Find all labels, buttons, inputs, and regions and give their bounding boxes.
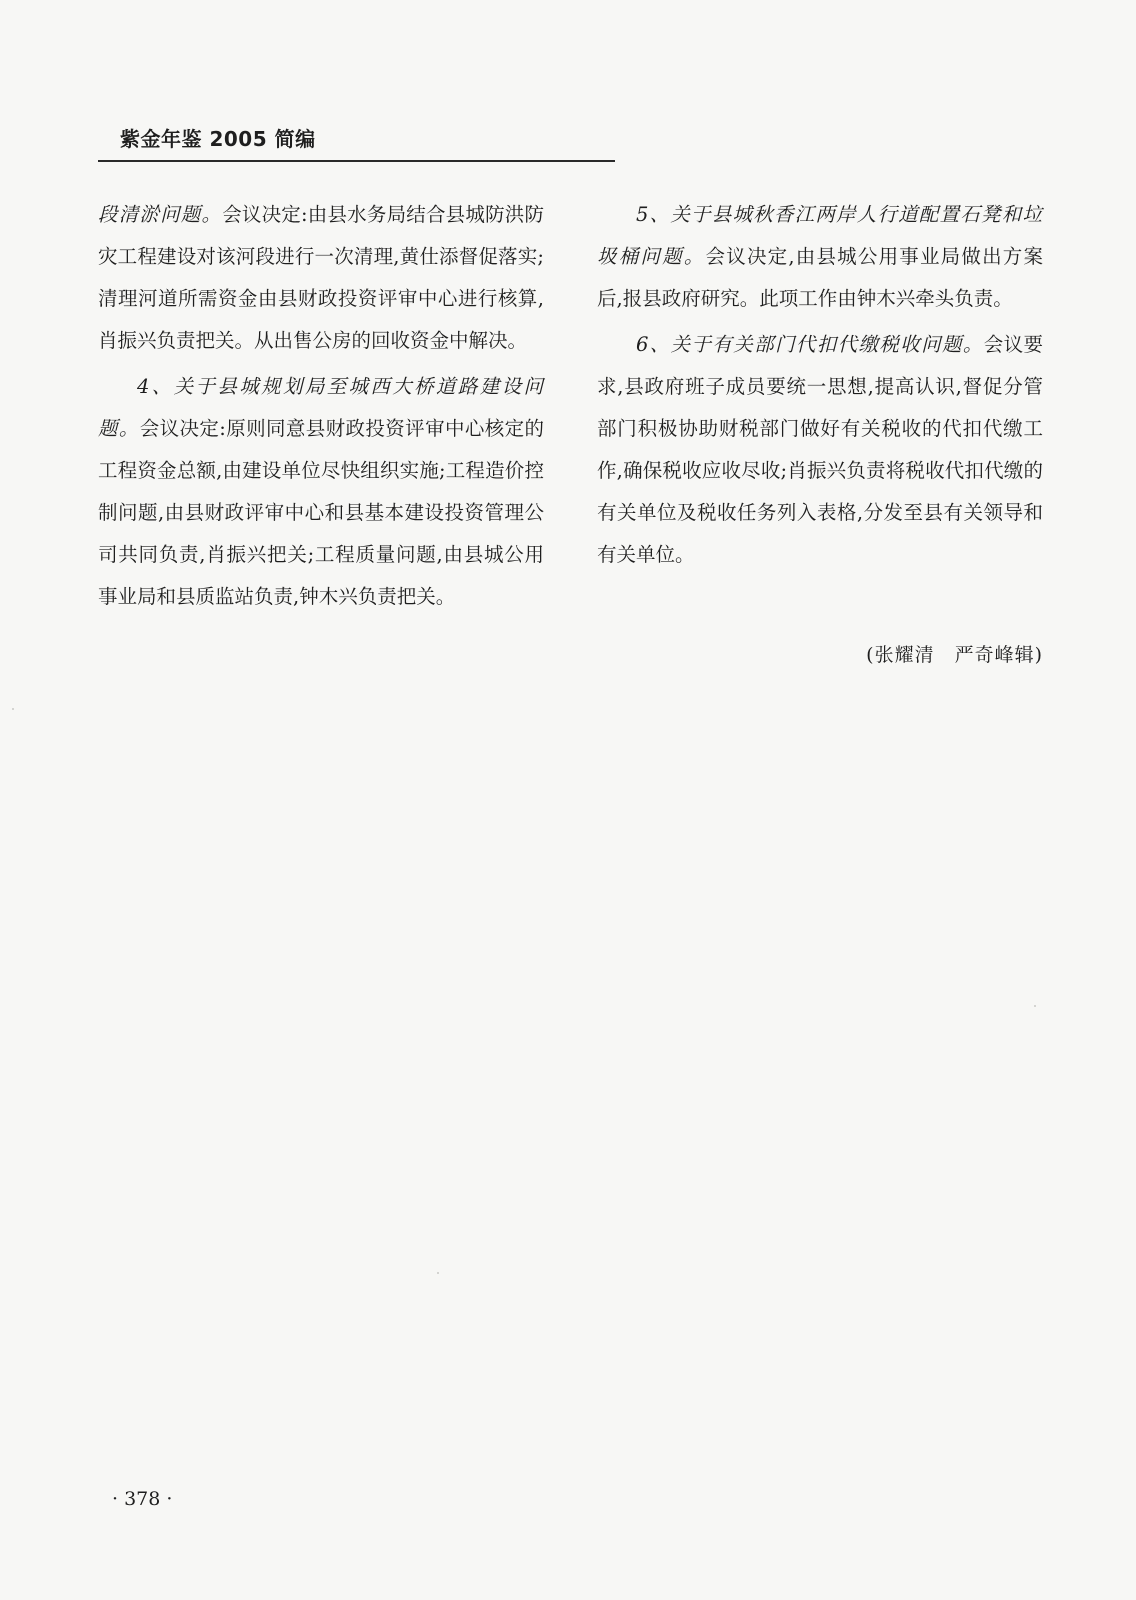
paragraph-item-6 <box>597 324 1043 576</box>
paragraph-river-dredging <box>98 194 544 362</box>
paragraph-heading: 5、关于县城秋香江两岸人行道配置石凳和垃圾桶问题。 <box>597 203 1043 268</box>
paragraph-item-5 <box>597 194 1043 320</box>
paragraph-body: 会议决定:原则同意县财政投资评审中心核定的工程资金总额,由建设单位尽快组织实施;工程造价控制问题,由县财政评审中心和县基本建设投资管理公司共同负责,肖振兴把关;工程质量问题,由县城公用事业局和县质监站负责,钟木兴负责把关。 <box>98 417 544 608</box>
paragraph-body: 会议决定:由县水务局结合县城防洪防灾工程建设对该河段进行一次清理,黄仕添督促落实;清理河道所需资金由县财政投资评审中心进行核算,肖振兴负责把关。从出售公房的回收资金中解决。 <box>98 203 544 352</box>
scan-speck <box>437 1272 439 1274</box>
paragraph-item-4 <box>98 366 544 618</box>
paragraph-body: 会议要求,县政府班子成员要统一思想,提高认识,督促分管部门积极协助财税部门做好有关税收的代扣代缴工作,确保税收应收尽收;肖振兴负责将税收代扣代缴的有关单位及税收任务列入表格,分发至县有关领导和有关单位。 <box>597 333 1043 566</box>
running-header-title: 紫金年鉴 2005 简编 <box>120 127 316 151</box>
running-header <box>98 126 615 162</box>
left-column <box>98 194 544 618</box>
right-column <box>597 194 1043 666</box>
scan-speck <box>1034 1005 1036 1007</box>
paragraph-heading: 6、关于有关部门代扣代缴税收问题。 <box>636 333 984 356</box>
editor-credit: (张耀清 严奇峰辑) <box>866 644 1043 666</box>
page-number: · 378 · <box>112 1488 173 1510</box>
paragraph-body: 会议决定,由县城公用事业局做出方案后,报县政府研究。此项工作由钟木兴牵头负责。 <box>597 245 1043 310</box>
scan-speck <box>12 708 14 710</box>
paragraph-heading: 段清淤问题。 <box>98 203 223 226</box>
paragraph-heading: 4、关于县城规划局至城西大桥道路建设问题。 <box>98 375 544 440</box>
